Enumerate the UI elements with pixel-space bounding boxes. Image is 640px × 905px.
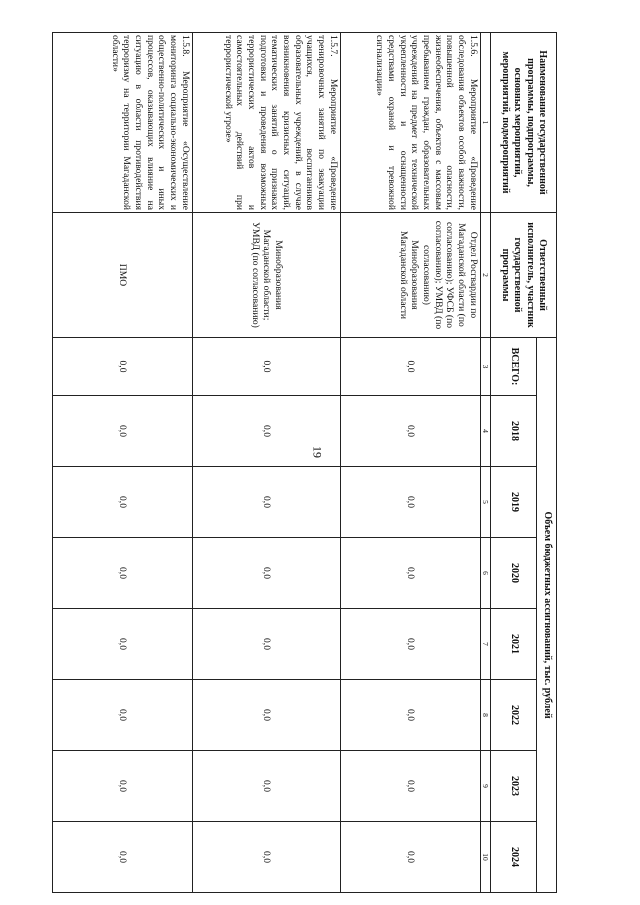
value-cell: 0,0 bbox=[53, 338, 193, 396]
table-row bbox=[53, 33, 193, 893]
rotated-page-content bbox=[52, 32, 557, 892]
header-year: 2024 bbox=[491, 822, 537, 893]
column-number: 5 bbox=[480, 467, 490, 538]
value-cell: 0,0 bbox=[340, 396, 480, 467]
value-cell: 0,0 bbox=[340, 538, 480, 609]
page-number: 19 bbox=[310, 446, 325, 458]
value-cell: 0,0 bbox=[53, 680, 193, 751]
responsible-cell: Отдел Росгвардии по Магаданской области (по согласованию); УФСБ (по согласованию); УМВД (по согласованию) Минобразования Магаданской области bbox=[340, 213, 480, 338]
header-year: 2020 bbox=[491, 538, 537, 609]
value-cell: 0,0 bbox=[340, 338, 480, 396]
column-number: 8 bbox=[480, 680, 490, 751]
value-cell: 0,0 bbox=[340, 680, 480, 751]
column-number: 4 bbox=[480, 396, 490, 467]
header-budget-group: Объем бюджетных ассигнований, тыс. рублей bbox=[537, 338, 557, 893]
activity-cell: 1.5.8. Мероприятие «Осуществление мониторинга социально-экономических и общественно-политических и иных процессов, оказывающих влияние на ситуацию в области противодействия терроризму на территории Магаданской области» bbox=[53, 33, 193, 213]
header-year: 2023 bbox=[491, 751, 537, 822]
responsible-cell: ПМО bbox=[53, 213, 193, 338]
value-cell: 0,0 bbox=[53, 822, 193, 893]
value-cell: 0,0 bbox=[192, 609, 340, 680]
activity-cell: 1.5.7. Мероприятие «Проведение тренировочных занятий по эвакуации учащихся, воспитанников образовательных учреждений, в случае возникновения кризисных ситуаций, тематических занятий о признаках подготовки и проведения возможных террористических актов и самостоятельных действий при террористической угрозе» bbox=[192, 33, 340, 213]
table-row bbox=[340, 33, 480, 893]
value-cell: 0,0 bbox=[340, 822, 480, 893]
value-cell: 0,0 bbox=[53, 467, 193, 538]
column-number-row bbox=[480, 33, 490, 893]
header-year: 2018 bbox=[491, 396, 537, 467]
value-cell: 0,0 bbox=[340, 609, 480, 680]
column-number: 6 bbox=[480, 538, 490, 609]
value-cell: 0,0 bbox=[192, 751, 340, 822]
value-cell: 0,0 bbox=[192, 680, 340, 751]
value-cell: 0,0 bbox=[192, 396, 340, 467]
value-cell: 0,0 bbox=[53, 751, 193, 822]
column-number: 10 bbox=[480, 822, 490, 893]
value-cell: 0,0 bbox=[192, 538, 340, 609]
column-number: 9 bbox=[480, 751, 490, 822]
value-cell: 0,0 bbox=[192, 822, 340, 893]
value-cell: 0,0 bbox=[340, 751, 480, 822]
column-number: 3 bbox=[480, 338, 490, 396]
value-cell: 0,0 bbox=[53, 396, 193, 467]
value-cell: 0,0 bbox=[53, 609, 193, 680]
column-number: 2 bbox=[480, 213, 490, 338]
header-total: ВСЕГО: bbox=[491, 338, 537, 396]
responsible-cell: Минобразования Магаданской области; УМВД (по согласованию) bbox=[192, 213, 340, 338]
value-cell: 0,0 bbox=[340, 467, 480, 538]
budget-table bbox=[52, 32, 557, 893]
header-year: 2021 bbox=[491, 609, 537, 680]
value-cell: 0,0 bbox=[192, 338, 340, 396]
value-cell: 0,0 bbox=[53, 538, 193, 609]
column-number: 7 bbox=[480, 609, 490, 680]
header-year: 2022 bbox=[491, 680, 537, 751]
header-name-col: Наименование государственной программы, подпрограммы, основных мероприятий, мероприятий, подмероприятий bbox=[491, 33, 557, 213]
value-cell: 0,0 bbox=[192, 467, 340, 538]
header-year: 2019 bbox=[491, 467, 537, 538]
table-row bbox=[192, 33, 340, 893]
activity-cell: 1.5.6. Мероприятие «Проведение обследования объектов особой важности, повышенной опасности, жизнеобеспечения, объектов с массовым пребыванием граждан, образовательных учреждений на предмет их технической укрепленности и оснащенности средствами охраной и тревожной сигнализации» bbox=[340, 33, 480, 213]
header-responsible-col: Ответственный исполнитель, участник государственной программы bbox=[491, 213, 557, 338]
column-number: 1 bbox=[480, 33, 490, 213]
